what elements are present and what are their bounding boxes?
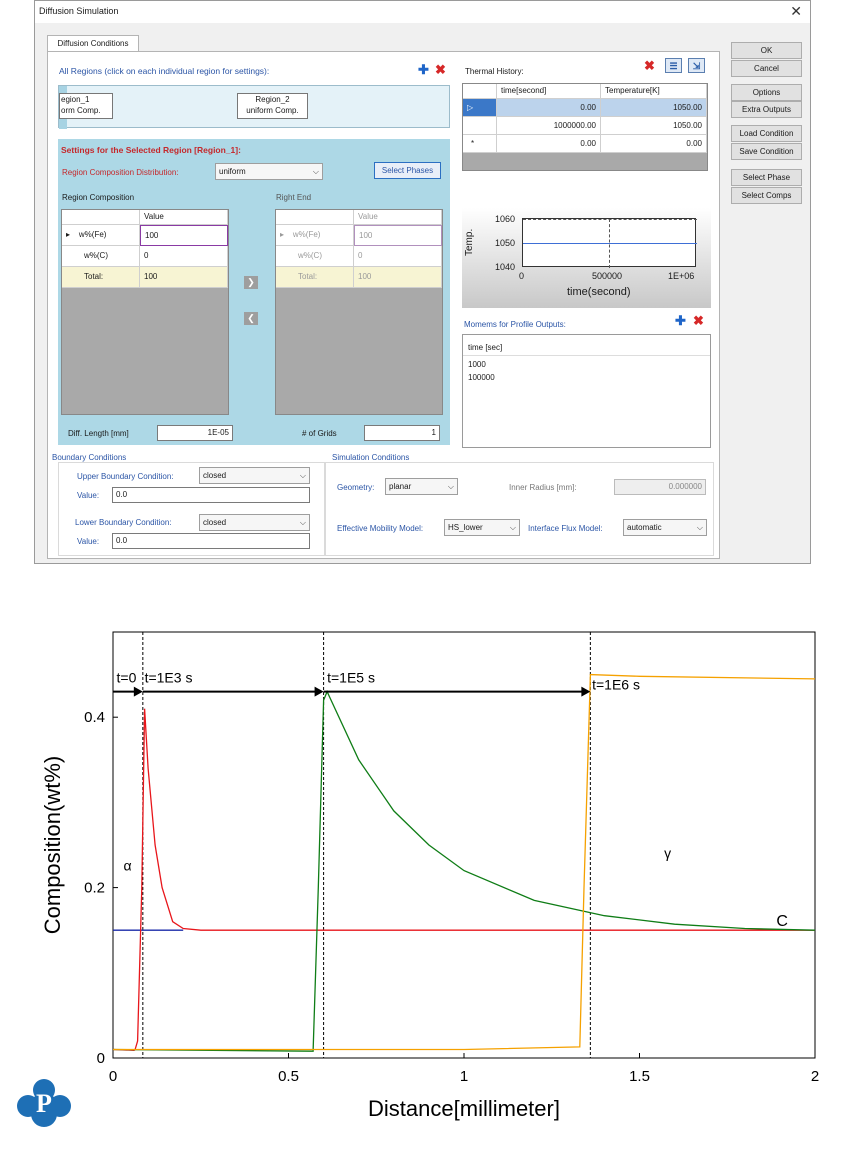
mini-ylabel: Temp. (464, 228, 475, 256)
moments-header: time [sec] (468, 343, 503, 352)
region-1-box[interactable] (59, 93, 113, 119)
mobility-label: Effective Mobility Model: (337, 524, 424, 533)
geometry-value: planar (389, 482, 412, 491)
chevron-down-icon: ⌵ (299, 518, 306, 527)
fe-value-cell[interactable]: 100 (140, 225, 228, 246)
right-fe-value: 100 (354, 225, 442, 246)
composition-chart-svg (0, 600, 845, 1154)
save-condition-button[interactable]: Save Condition (731, 143, 802, 160)
delete-row-icon[interactable]: ✖ (644, 58, 655, 73)
select-phases-button[interactable]: Select Phases (374, 162, 441, 179)
divider (463, 355, 710, 356)
inner-radius-label: Inner Radius [mm]: (509, 483, 577, 492)
x-tick-label: 2 (810, 1068, 820, 1085)
x-tick-label: 0.5 (278, 1068, 299, 1085)
row-marker-icon: ▸ (66, 230, 71, 239)
time-cell[interactable]: 0.00 (497, 99, 601, 117)
annotation-t3: t=1E6 s (592, 676, 640, 693)
moments-list[interactable] (462, 334, 711, 448)
distribution-value: uniform (219, 167, 246, 176)
upper-value-label: Value: (77, 491, 100, 500)
table-row (276, 225, 354, 246)
c-value-cell[interactable]: 0 (140, 246, 228, 267)
diff-length-label: Diff. Length [mm] (68, 429, 129, 438)
region-1-comp: orm Comp. (61, 106, 101, 115)
distribution-label: Region Composition Distribution: (62, 168, 179, 177)
chevron-down-icon: ⌵ (299, 471, 306, 480)
time-header: time[second] (497, 84, 601, 99)
mini-plot-area (522, 218, 696, 267)
tab-panel (47, 51, 720, 559)
mini-xlabel: time(second) (567, 286, 631, 298)
delete-region-icon[interactable]: ✖ (435, 62, 446, 77)
annotation-t0: t=0 (116, 669, 137, 686)
x-axis-label: Distance[millimeter] (368, 1096, 560, 1121)
lower-value-label: Value: (77, 537, 100, 546)
row-marker[interactable] (463, 117, 497, 135)
temp-cell[interactable]: 0.00 (601, 135, 707, 153)
chevron-down-icon: ⌵ (696, 523, 703, 532)
lower-value-input[interactable]: 0.0 (112, 533, 310, 549)
options-button[interactable]: Options (731, 84, 802, 101)
geometry-label: Geometry: (337, 483, 375, 492)
arrow-head-icon (581, 687, 590, 697)
x-tick-label: 0 (108, 1068, 118, 1085)
cancel-button[interactable]: Cancel (731, 60, 802, 77)
import-icon[interactable]: ☰ (665, 58, 682, 73)
composition-chart (0, 600, 845, 1154)
simulation-group (324, 462, 714, 556)
right-total-value: 100 (354, 267, 442, 288)
annotation-t2: t=1E5 s (327, 669, 375, 686)
logo-letter: P (36, 1089, 52, 1118)
flux-select[interactable] (623, 519, 707, 536)
x-tick-label: 1 (459, 1068, 469, 1085)
total-value: 100 (140, 267, 228, 288)
chevron-down-icon: ⌵ (312, 167, 319, 176)
xtick-label: 500000 (592, 271, 623, 281)
chevron-down-icon: ⌵ (509, 523, 516, 532)
boundary-title: Boundary Conditions (52, 453, 127, 462)
lower-boundary-value: closed (203, 518, 227, 527)
diff-length-input[interactable]: 1E-05 (157, 425, 233, 441)
y-axis-label: Composition(wt%) (40, 755, 65, 935)
table-row[interactable]: w%(C) (62, 246, 140, 267)
diffusion-dialog (34, 0, 811, 564)
y-tick-label: 0.4 (84, 709, 105, 727)
row-marker-icon: ▸ (280, 230, 285, 239)
annotation-alpha: α (123, 857, 132, 874)
thermal-mini-chart (462, 208, 711, 308)
xtick-label: 1E+06 (668, 271, 695, 281)
export-icon[interactable]: ⇲ (688, 58, 705, 73)
chevron-down-icon: ⌵ (447, 482, 454, 491)
upper-boundary-select[interactable] (199, 467, 310, 484)
settings-title: Settings for the Selected Region [Region_1]: (61, 145, 241, 155)
right-end-grid (275, 209, 443, 415)
row-label: w%(Fe) (78, 230, 107, 239)
title-bar (35, 1, 810, 23)
temp-cell[interactable]: 1050.00 (601, 117, 707, 135)
region-1-name: egion_1 (61, 95, 90, 104)
thermal-grid[interactable] (462, 83, 708, 171)
flux-value: automatic (627, 523, 662, 532)
upper-boundary-label: Upper Boundary Condition: (77, 472, 174, 481)
table-row: w%(C) (276, 246, 354, 267)
temp-cell[interactable]: 1050.00 (601, 99, 707, 117)
time-cell[interactable]: 0.00 (497, 135, 601, 153)
composition-grid[interactable] (61, 209, 229, 415)
time-cell[interactable]: 1000000.00 (497, 117, 601, 135)
grid-corner (276, 210, 354, 225)
lower-boundary-label: Lower Boundary Condition: (75, 518, 172, 527)
grids-input[interactable]: 1 (364, 425, 440, 441)
distribution-select[interactable] (215, 163, 323, 180)
ytick-label: 1040 (495, 262, 516, 272)
ok-button[interactable]: OK (731, 42, 802, 59)
series-line-1 (113, 709, 815, 1051)
geometry-select[interactable] (385, 478, 458, 495)
lower-boundary-select[interactable] (199, 514, 310, 531)
logo (16, 1076, 72, 1130)
annotation-t1: t=1E3 s (144, 669, 193, 686)
ytick-label: 1050 (495, 238, 516, 248)
table-row[interactable] (62, 225, 140, 246)
select-comps-button[interactable]: Select Comps (731, 187, 802, 204)
row-label: w%(Fe) (292, 230, 321, 239)
value-header: Value (140, 210, 228, 225)
series-line-2 (113, 692, 815, 1052)
region-settings-panel (58, 139, 450, 445)
grids-label: # of Grids (302, 429, 337, 438)
new-row-marker[interactable]: * (463, 135, 497, 153)
region-2-comp: uniform Comp. (246, 106, 299, 115)
copy-right-icon[interactable]: ❯ (244, 276, 258, 289)
annotation-gamma: γ (664, 844, 672, 861)
composition-label: Region Composition (62, 193, 135, 202)
ytick-label: 1060 (495, 214, 516, 224)
inner-radius-input: 0.000000 (614, 479, 706, 495)
mini-grid-line (523, 219, 697, 220)
regions-header: All Regions (click on each individual region for settings): (59, 66, 270, 76)
total-row-label: Total: (62, 267, 140, 288)
mobility-value: HS_lower (448, 523, 483, 532)
mobility-select[interactable] (444, 519, 520, 536)
upper-boundary-value: closed (203, 471, 227, 480)
value-header: Value (354, 210, 442, 225)
simulation-title: Simulation Conditions (332, 453, 410, 462)
right-c-value: 0 (354, 246, 442, 267)
grid-corner (463, 84, 497, 99)
extra-outputs-button[interactable]: Extra Outputs (731, 101, 802, 118)
row-marker-icon[interactable]: ▷ (463, 99, 497, 117)
temperature-line (523, 243, 697, 244)
grid-corner (62, 210, 140, 225)
tab-diffusion-conditions[interactable]: Diffusion Conditions (47, 35, 139, 52)
copy-left-icon[interactable]: ❮ (244, 312, 258, 325)
xtick-label: 0 (519, 271, 525, 281)
plot-frame (113, 632, 815, 1058)
delete-moment-icon[interactable]: ✖ (693, 313, 704, 328)
list-item[interactable]: 100000 (468, 373, 495, 382)
total-row-label: Total: (276, 267, 354, 288)
thermal-title: Thermal History: (465, 67, 524, 76)
arrow-head-icon (315, 687, 324, 697)
annotation-c: C (776, 912, 788, 930)
y-tick-label: 0.2 (84, 879, 105, 897)
flux-label: Interface Flux Model: (528, 524, 603, 533)
select-phase-button[interactable]: Select Phase (731, 169, 802, 186)
temp-header: Temperature[K] (601, 84, 707, 99)
moments-title: Momems for Profile Outputs: (464, 320, 566, 329)
add-region-icon[interactable]: ✚ (418, 62, 429, 77)
close-icon[interactable]: ✕ (790, 3, 802, 19)
region-strip[interactable] (58, 85, 450, 128)
right-end-label: Right End (276, 193, 312, 202)
y-tick-label: 0 (96, 1050, 105, 1067)
region-2-name: Region_2 (255, 95, 290, 104)
list-item[interactable]: 1000 (468, 360, 486, 369)
series-line-3 (113, 675, 815, 1050)
dialog-title: Diffusion Simulation (39, 6, 119, 16)
region-2-box[interactable] (237, 93, 308, 119)
mini-grid-line (609, 219, 610, 268)
x-tick-label: 1.5 (629, 1068, 650, 1085)
arrow-head-icon (134, 687, 143, 697)
load-condition-button[interactable]: Load Condition (731, 125, 802, 142)
add-moment-icon[interactable]: ✚ (675, 313, 686, 328)
upper-value-input[interactable]: 0.0 (112, 487, 310, 503)
